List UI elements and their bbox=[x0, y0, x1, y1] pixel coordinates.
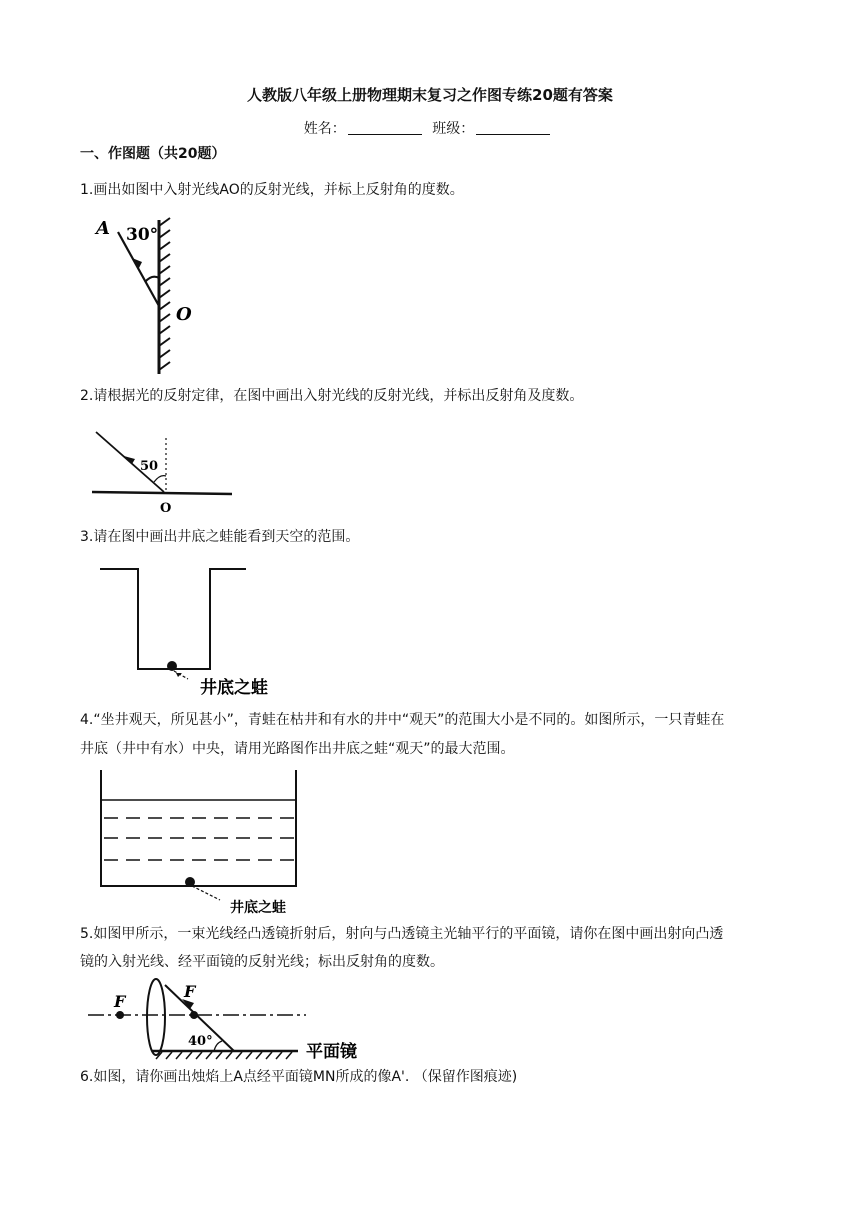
frog-dot bbox=[167, 661, 177, 671]
question-1-text: 1.画出如图中入射光线AO的反射光线，并标上反射角的度数。 bbox=[80, 182, 464, 198]
class-label: 班级： bbox=[432, 121, 475, 137]
label-frog: 井底之蛙 bbox=[200, 678, 268, 698]
question-6-text: 6.如图，请你画出烛焰上A点经平面镜MN所成的像A'. （保留作图痕迹) bbox=[80, 1069, 518, 1085]
question-4-text-line2: 井底（井中有水）中央，请用光路图作出井底之蛙“观天”的最大范围。 bbox=[80, 741, 515, 757]
figure-1-mirror-ray bbox=[90, 214, 200, 378]
label-angle-30: 30° bbox=[126, 225, 159, 245]
question-5-text-line1: 5.如图甲所示，一束光线经凸透镜折射后，射向与凸透镜主光轴平行的平面镜，请你在图中画出射向凸透 bbox=[80, 926, 724, 942]
figure-2-mirror-ray bbox=[88, 430, 238, 516]
page-title: 人教版八年级上册物理期末复习之作图专练20题有答案 bbox=[247, 86, 613, 104]
label-focus-left: F bbox=[114, 992, 126, 1011]
question-2-text: 2.请根据光的反射定律，在图中画出入射光线的反射光线，并标出反射角及度数。 bbox=[80, 388, 584, 404]
focus-left bbox=[116, 1011, 124, 1019]
convex-lens bbox=[147, 979, 165, 1055]
question-3-text: 3.请在图中画出井底之蛙能看到天空的范围。 bbox=[80, 529, 360, 545]
question-5-text-line2: 镜的入射光线、经平面镜的反射光线；标出反射角的度数。 bbox=[80, 954, 444, 970]
class-blank[interactable] bbox=[476, 120, 550, 135]
label-plane-mirror: 平面镜 bbox=[306, 1042, 357, 1062]
question-4-text-line1: 4.“坐井观天，所见甚小”，青蛙在枯井和有水的井中“观天”的范围大小是不同的。如图所示，一只青蛙在 bbox=[80, 712, 725, 728]
label-frog: 井底之蛙 bbox=[230, 900, 286, 916]
name-blank[interactable] bbox=[348, 120, 422, 135]
section-heading: 一、作图题（共20题） bbox=[80, 146, 226, 162]
label-point-a: A bbox=[96, 218, 110, 239]
figure-3-dry-well bbox=[96, 565, 306, 700]
frog-dot bbox=[185, 877, 195, 887]
name-label: 姓名： bbox=[303, 121, 346, 137]
figure-4-water-well bbox=[96, 768, 306, 918]
name-class-line bbox=[0, 120, 860, 138]
label-focus-right: F bbox=[184, 982, 196, 1001]
figure-5-lens-mirror bbox=[86, 975, 376, 1065]
label-angle-50: 50 bbox=[140, 459, 159, 474]
label-point-o: O bbox=[160, 501, 172, 516]
label-point-o: O bbox=[176, 304, 192, 325]
label-angle-40: 40° bbox=[188, 1034, 213, 1049]
